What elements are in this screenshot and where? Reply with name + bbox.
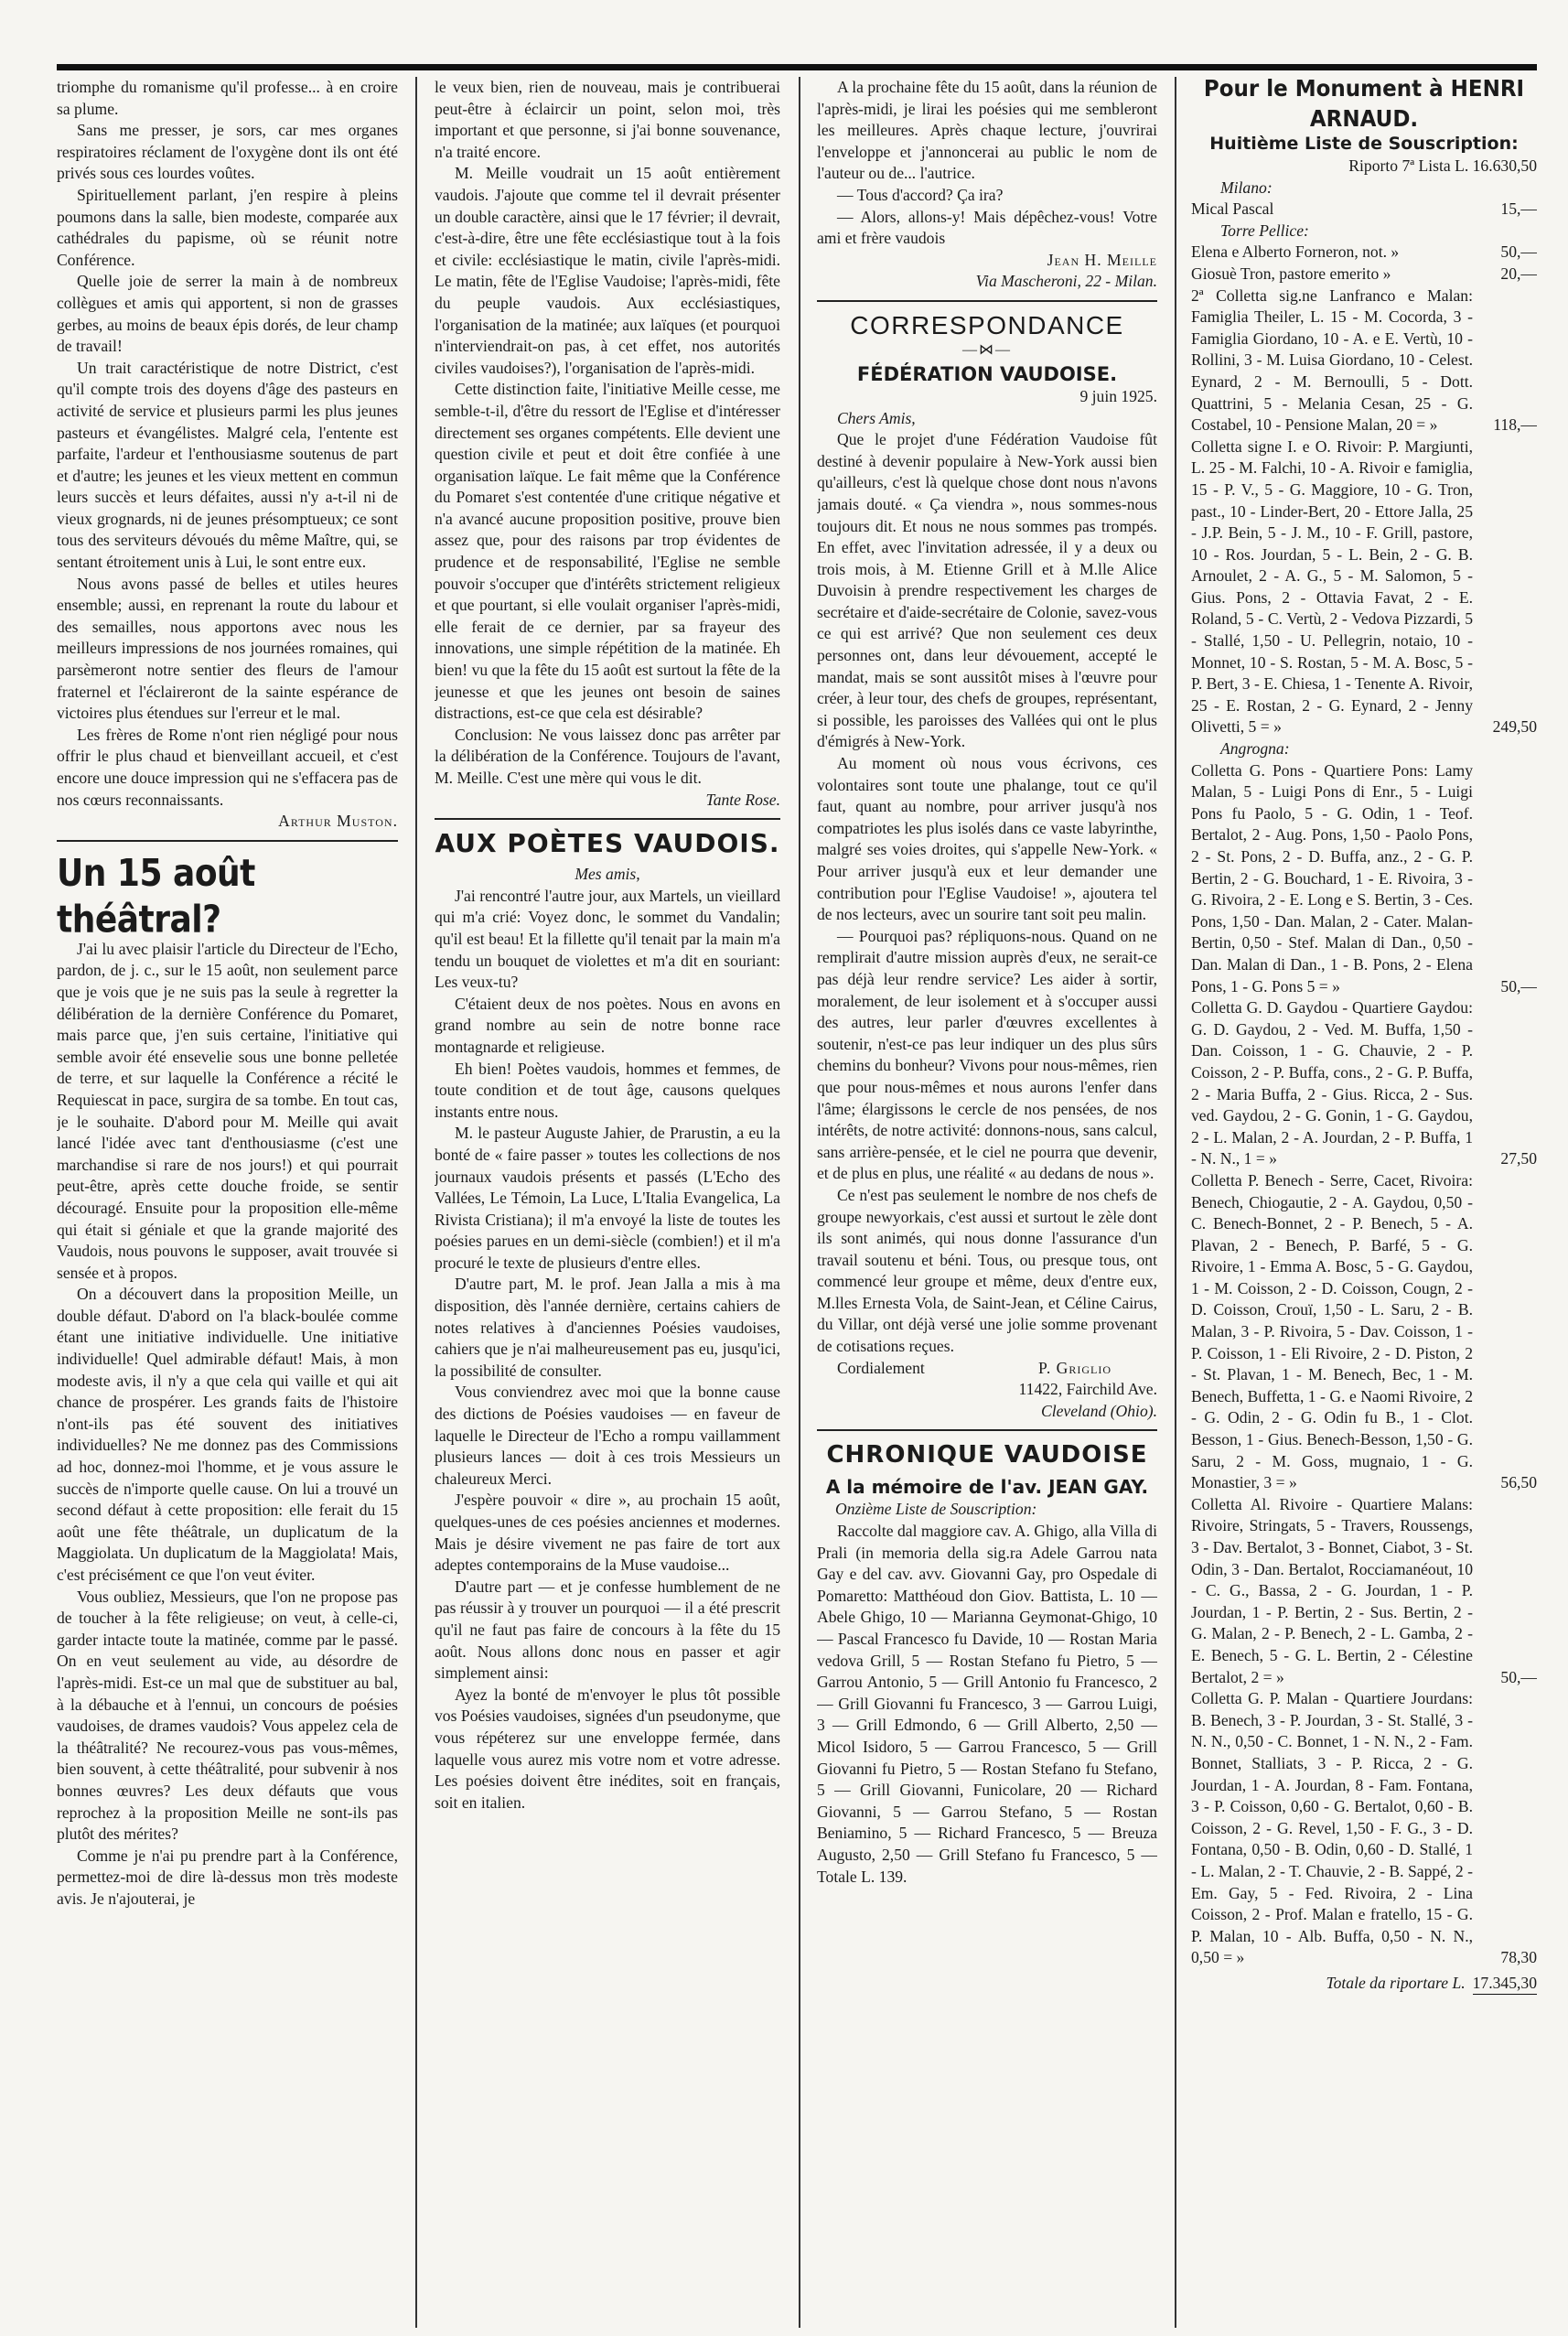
paragraph: Conclusion: Ne vous laissez donc pas arrêter par la délibération de la Conférence. Toujours de l'avant, M. Meille. C'est une mère qui vous le dit. [435,725,780,787]
entry-amount: 249,50 [1492,717,1537,737]
divider [817,300,1157,302]
paragraph: A la prochaine fête du 15 août, dans la réunion de l'après-midi, je lirai les poésies qui me sembleront les meilleures. Après chaque lecture, j'ouvrirai l'enveloppe et j'annoncerai au public le nom de l'auteur ou de... l'autrice. [817,78,1157,183]
entry-amount: 15,— [1500,199,1537,219]
entry-text: 2ª Colletta sig.ne Lanfranco e Malan: Famiglia Theiler, L. 15 - M. Cocorda, 3 - Famiglia Giordano, 10 - A. e E. Vertù, 10 - Rollini, 3 - M. Luisa Giordano, 10 - Celest. Eynard, 2 - M. Bernoulli, 5 - Dott. Quattrini, 5 - Melania Cesan, 25 - G. Costabel, 10 - Pensione Malan, 20 = » [1191,285,1473,435]
entry-text: Colletta G. P. Malan - Quartiere Jourdans: B. Benech, 3 - P. Jourdan, 3 - St. Stallé, 3 - N. N., 0,50 - C. Bonnet, 1 - N. N., 2 - Fam. Bonnet, Stalliats, 3 - P. Ricca, 2 - G. Jourdan, 1 - A. Jourdan, 8 - Fam. Fontana, 3 - P. Coisson, 0,60 - G. Bertalot, 0,60 - B. Coisson, 2 - G. Revel, 1,50 - F. G., 3 - D. Fontana, 0,50 - B. Odin, 0,60 - D. Stallé, 1 - L. Malan, 2 - T. Chauvie, 2 - B. Sappé, 2 - Em. Gay, 5 - Fed. Rivoira, 2 - Lina Coisson, 2 - Prof. Malan e fratello, 15 - G. P. Malan, 10 - Alb. Buffa, 0,50 - N. N., 0,50 = » [1191,1689,1473,1967]
paragraph: D'autre part, M. le prof. Jean Jalla a mis à ma disposition, dès l'année dernière, certains cahiers de notes relatives à d'anciennes Poésies vaudoises, cahiers que je n'ai malheureusement pas eu, jusqu'ici, la possibilité de consulter. [435,1275,780,1380]
author-signature: Tante Rose. [705,790,780,809]
divider [817,1429,1157,1431]
section-title: CHRONIQUE VAUDOISE [826,1441,1148,1469]
subscription-entry [1191,1494,1537,1688]
paragraph: Ayez la bonté de m'envoyer le plus tôt possible vos Poésies vaudoises, signées d'un pseudonyme, que vous répéterez sur une enveloppe fermée, dans laquelle vous aurez mis votre nom et votre adresse. Les poésies doivent être inédites, soit en français, soit en italien. [435,1685,780,1812]
paragraph: Spirituellement parlant, j'en respire à pleins poumons dans la salle, bien modeste, comparée aux cathédrales du papisme, où se réunit notre Conférence. [57,185,398,269]
author-city: Cleveland (Ohio). [1040,1401,1157,1420]
entry-amount: 50,— [1500,242,1537,262]
entry-text: Colletta Al. Rivoire - Quartiere Malans: Rivoire, Stringats, 5 - Travers, Roussengs, 3 - Dav. Bertalot, 3 - Bonnet, Ciabot, 3 - St. Odin, 3 - Dan. Bertalot, Rocciamanéout, 10 - C. G., Bassa, 2 - G. Jourdan, 1 - P. Jourdan, 1 - P. Bertin, 2 - Sus. Bertin, 2 - G. Malan, 2 - P. Benech, 2 - L. Gamba, 2 - E. Benech, 5 - G. L. Bertin, 2 - Célestine Bertalot, 2 = » [1191,1494,1473,1686]
paragraph: J'ai rencontré l'autre jour, aux Martels, un vieillard qui m'a crié: Voyez donc, le sommet du Vandalin; qu'il est beau! Et la fillette qu'il tenait par la main m'a tendu un bouquet de violettes et m'a dit en souriant: Les veux-tu? [435,886,780,992]
entry-text: Colletta G. D. Gaydou - Quartiere Gaydou: G. D. Gaydou, 2 - Ved. M. Buffa, 1,50 - Dan. Coisson, 1 - G. Chauvie, 2 - P. Coisson, 2 - P. Buffa, cons., 2 - G. P. Buffa, 2 - Maria Buffa, 2 - Gius. Ricca, 2 - Sus. ved. Gaydou, 2 - G. Gonin, 1 - G. Gaydou, 2 - L. Malan, 2 - A. Jourdan, 2 - P. Buffa, 1 - N. N., 1 = » [1191,998,1473,1168]
paragraph: Nous avons passé de belles et utiles heures ensemble; aussi, en reprenant la route du labour et des semailles, nous apportons avec nous les meilleurs impressions de nos journées romaines, qui parsèmeront notre sentier des fleurs de l'amour fraternel et l'éclaireront de la sainte espérance de victoires plus étendues sur l'erreur et le mal. [57,574,398,723]
subscription-entry [1191,436,1537,738]
entry-text: Mical Pascal [1191,199,1274,219]
top-rule [57,64,1537,70]
column-2 [435,77,780,2328]
article-title: A la mémoire de l'av. JEAN GAY. [825,1476,1149,1499]
entry-text: Giosuè Tron, pastore emerito » [1191,264,1391,283]
paragraph: Vous oubliez, Messieurs, que l'on ne propose pas de toucher à la fête religieuse; on veut, à celle-ci, garder intacte toute la matinée, comme par le passé. On en veut seulement au vide, au désordre de l'après-midi. Est-ce un mal que de substituer au bal, à la débauche et à l'ennui, un concours de poésies vaudoises, de drames vaudois? Vous appelez cela de la théâtralité? Ne recourez-vous pas vous-mêmes, bien souvent, à cette théâtralité, pour subvenir à nos bonnes œuvres? Les deux défauts que vous reprochez à la proposition Meille ne sont-ils pas plutôt des mérites? [57,1587,398,1844]
author-address: Via Mascheroni, 22 - Milan. [975,272,1157,291]
author-signature: P. Griglio [1038,1358,1112,1377]
total-line: Totale da riportare L. 17.345,30 [1191,1973,1537,1996]
paragraph: triomphe du romanisme qu'il professe... à en croire sa plume. [57,78,398,118]
article-date: 9 juin 1925. [1079,386,1157,405]
paragraph: Cette distinction faite, l'initiative Meille cesse, me semble-t-il, d'être du ressort de l'Eglise et d'intéresser directement ses organes compétents. Elle devient une question civile et peut et doit être confiée à une organisation laïque. Le fait même que la Conférence du Pomaret s'est contentée d'une critique négative et n'a avancé aucune proposition positive, prouve bien assez que, pour des raisons par trop évidentes de prudence et de responsabilité, l'Eglise ne semble pouvoir s'occuper que d'intérêts strictement religieux et que pourtant, si elle voulait organiser l'après-midi, elle ferait de ce dernier, par sa frayeur des innovations, une simple répétition de la matinée. Eh bien! vu que la fête du 15 août est surtout la fête de la jeunesse et que les jeunes ont besoin de saines distractions, est-ce que cela est désirable? [435,380,780,723]
subtitle: Onzième Liste de Souscription: [835,1500,1037,1519]
subscription-entry [1191,199,1537,221]
paragraph: M. le pasteur Auguste Jahier, de Prarustin, a eu la bonté de « faire passer » toutes les collections de nos journaux vaudois présents et passés (L'Echo des Vallées, Le Témoin, La Luce, L'Italia Evangelica, La Rivista Cristiana); il m'a envoyé la liste de toutes les poésies parues en un demi-siècle (combien!) et il m'a procuré le texte de plusieurs d'entre elles. [435,1124,780,1272]
entry-text: Colletta signe I. e O. Rivoir: P. Margiunti, L. 25 - M. Falchi, 10 - A. Rivoir e famiglia, 15 - P. V., 5 - G. Maggiore, 10 - G. Tron, past., 10 - Linder-Bert, 20 - Ettore Jalla, 25 - J.P. Bein, 5 - J. M., 10 - F. Grill, pastore, 10 - Ros. Jourdan, 5 - L. Bein, 2 - G. B. Arnoulet, 2 - A. G., 5 - M. Salomon, 5 - Gius. Pons, 2 - Ottavia Favat, 2 - E. Roland, 5 - C. Vertù, 2 - Vedova Pizzardi, 5 - Stallé, 1,50 - U. Pellegrin, notaio, 10 - Monnet, 10 - S. Rostan, 5 - M. A. Bosc, 5 - P. Bert, 3 - E. Chiesa, 1 - Tenente A. Rivoir, 25 - E. Rostan, 2 - G. Eynard, 2 - Jenny Olivetti, 5 = » [1191,436,1473,737]
entry-text: Elena e Alberto Forneron, not. » [1191,242,1400,262]
column-1 [57,77,398,2328]
salutation: Mes amis, [575,865,640,884]
paragraph: On a découvert dans la proposition Meille, un double défaut. D'abord on l'a black-boulée comme étant une initiative individuelle. Une initiative individuelle! Quel admirable défaut! Mais, à mon modeste avis, il n'y a que cela qui vaille et qui ait chance de prospérer. Les grands faits de l'histoire n'ont-ils pas été souvent des initiatives individuelles? Ne me donnez pas des Commissions ad hoc, donnez-moi l'homme, et je vous assure le succès de n'importe quelle cause. On lui a trouvé un second défaut à cette proposition: elle ferait du 15 août une fête théâtrale, un duplicatum de la Maggiolata. Un duplicatum de la Maggiolata! Mais, c'est précisément ce que l'on veut éviter. [57,1285,398,1584]
author-signature: Jean H. Meille [1047,250,1157,269]
subscription-entry [1191,1688,1537,1969]
paragraph: Que le projet d'une Fédération Vaudoise fût destiné à devenir populaire à New-York aussi bien qu'ailleurs, c'est là quelque chose dont nous n'avons jamais douté. « Ça viendra », nous sommes-nous toujours dit. Et nous ne nous sommes pas trompés. En effet, avec l'invitation adressée, il y a deux ou trois mois, à M. Etienne Grill et à M.lle Alice Duvoisin à prendre respectivement les charges de secrétaire et d'aide-secrétaire de Colonie, savez-vous ce qui est arrivé? Que non seulement ces deux personnes ont, dans leur dévouement, accepté le mandat, mais se sont aussitôt mises à l'œuvre pour créer, à leur tour, des chefs de groupes, représentant, si possible, les paroisses des Vallées qui ont le plus d'émigrés à New-York. [817,430,1157,751]
paragraph: D'autre part — et je confesse humblement de ne pas réussir à y trouver un pourquoi — il a été prescrit qu'il ne faut pas faire de concours à la fête du 15 août. Nous allons donc nous en passer et agir simplement ainsi: [435,1577,780,1683]
divider [57,840,398,842]
paragraph: — Tous d'accord? Ça ira? [837,185,1004,204]
entry-amount: 78,30 [1500,1948,1537,1967]
paragraph: Un trait caractéristique de notre District, c'est qu'il compte trois des doyens d'âge des pasteurs en activité de service et plusieurs parmi les plus jeunes pasteurs et évangélistes. Malgré cela, l'entente est parfaite, l'ardeur et l'enthousiasme soutenus de part et d'autre; les jeunes et les vieux mettent en commun leurs succès et leurs défaites, aussi n'y a-t-il ni de vieux grognards, ni de jeunes présomptueux; ce sont tous des serviteurs dévoués du même Maître, qui, se sentant étroitement unis à Lui, le sont entre eux. [57,358,398,572]
place-heading: Torre Pellice: [1220,221,1309,240]
subscription-entry [1191,285,1537,436]
salutation: Chers Amis, [837,408,916,427]
paragraph: Comme je n'ai pu prendre part à la Conférence, permettez-moi de dire là-dessus mon très modeste avis. Je n'ajouterai, je [57,1846,398,1908]
column-divider [799,77,800,2328]
entry-text: Colletta P. Benech - Serre, Cacet, Rivoira: Benech, Chiogautie, 2 - A. Gaydou, 0,50 - C. Benech-Bonnet, 2 - P. Benech, 5 - A. Plavan, 2 - Benech, P. Barfé, 5 - G. Rivoire, 1 - Emma A. Bosc, 5 - G. Gaydou, 1 - M. Coisson, 2 - D. Coisson, Cougn, 2 - D. Coisson, Crouï, 1,50 - L. Saru, 2 - B. Malan, 3 - P. Rivoira, 5 - Dav. Coisson, 1 - P. Coisson, 1 - Eli Rivoire, 2 - D. Piston, 2 - St. Plavan, 1 - M. Benech, Bec, 1 - M. Benech, Buffetta, 1 - G. e Naomi Rivoire, 2 - G. Odin, 2 - G. Odin fu B., 1 - Clot. Besson, 1 - Gius. Benech-Besson, 1,50 - G. Saru, 2 - M. Goss, mugnaio, 1 - G. Monastier, 3 = » [1191,1170,1473,1492]
entry-amount: 56,50 [1500,1473,1537,1492]
paragraph: le veux bien, rien de nouveau, mais je contribuerai peut-être à éclaircir un point, selon moi, très important et que personne, si j'ai bonne souvenance, n'a traité encore. [435,78,780,161]
signature-line: Cordialement P. Griglio [817,1358,1157,1380]
author-signature: Arthur Muston. [278,812,398,831]
place-heading: Angrogna: [1220,739,1290,759]
entry-amount: 20,— [1500,264,1537,283]
paragraph: — Alors, allons-y! Mais dépêchez-vous! Votre ami et frère vaudois [817,207,1157,248]
paragraph: Au moment où nous vous écrivons, ces volontaires sont toute une phalange, tout ce qu'il faut, quant au nombre, pour arriver jusqu'à nos compatriotes les plus isolés dans ce vaste labyrinthe, malgré ses voies droites, qui s'appelle New-York. « Pour arriver jusqu'à eux et leur demander une contribution pour l'Eglise Vaudoise! », ajoutera tel de nos lecteurs, avec un sourire tant soit peu malin. [817,754,1157,924]
entry-amount: 118,— [1493,415,1537,435]
total-value: 17.345,30 [1473,1973,1537,1996]
place-heading: Milano: [1220,178,1273,197]
subscription-entry [1191,760,1537,998]
paragraph: J'ai lu avec plaisir l'article du Directeur de l'Echo, pardon, de j. c., sur le 15 août, non seulement parce que je vois que je ne suis pas la seule à regretter la délibération de la dernière Conférence du Pomaret, mais parce que, j'en suis certaine, l'initiative qui semble avoir été ensevelie sous une bonne pelletée de terre, et sur laquelle la Conférence a récité le Requiescat in pace, surgira de sa tombe. En tout cas, je le souhaite. D'abord pour M. Meille qui avait lancé l'idée avec tant d'enthousiasme (c'est une marchandise si rare de nos jours!) et qui pourrait peut-être, après cette douche froide, se sentir découragé. Ensuite pour la proposition elle-même qui était si géniale et que la grande majorité des Vaudois, nous pouvons le supposer, avait trouvée si sensée et à propos. [57,939,398,1282]
divider [435,818,780,820]
riporto-line: Riporto 7ª Lista L. 16.630,50 [1348,156,1537,175]
subscription-list [1191,178,1537,1969]
paragraph: Sans me presser, je sors, car mes organes respiratoires réclament de l'oxygène dont ils ont été privés sous ces lourdes voûtes. [57,121,398,183]
paragraph: Vous conviendrez avec moi que la bonne cause des dictions de Poésies vaudoises — en faveur de laquelle le Directeur de l'Echo a rompu vaillamment plusieurs lances — doit à ces trois Messieurs un chaleureux Merci. [435,1383,780,1488]
entry-amount: 50,— [1500,1667,1537,1686]
author-address: 11422, Fairchild Ave. [1018,1380,1157,1399]
paragraph: — Pourquoi pas? répliquons-nous. Quand on ne remplirait d'autre mission auprès d'eux, ne serait-ce pas déjà leur rendre service? Les aider à sortir, moralement, de leur isolement et à s'occuper aussi des autres, leur parler d'œuvres excellentes à soutenir, n'est-ce pas leur indiquer un des plus sûrs chemins du bonheur? Vivons pour nous-mêmes, rien que pour nous-mêmes et nous aurons l'enfer dans l'âme; élargissons le cercle de nos pensées, de nos intérêts, de notre activité: donnons-nous, sans calcul, sans arrière-pensée, et le ciel ne pourra que devenir, et de plus en plus, une réalité « au dedans de nous ». [817,926,1157,1183]
entry-text: Colletta G. Pons - Quartiere Pons: Lamy Malan, 5 - Luigi Pons di Enr., 5 - Luigi Pons fu Paolo, 5 - G. Odin, 1 - Teof. Bertalot, 2 - Aug. Pons, 1,50 - Paolo Pons, 2 - St. Pons, 2 - D. Buffa, anz., 2 - G. P. Bertin, 2 - G. Bouchard, 1 - E. Rivoira, 3 - G. Rivoira, 2 - E. Long e S. Bertin, 3 - Ces. Pons, 1,50 - Dan. Malan, 2 - Cater. Malan-Bertin, 0,50 - Stef. Malan di Dan., 0,50 - Dan. Malan di Dan., 1 - B. Pons, 2 - Elena Pons, 1 - G. Pons 5 = » [1191,760,1473,996]
section-title: CORRESPONDANCE [850,310,1124,339]
paragraph: C'étaient deux de nos poètes. Nous en avons en grand nombre au sein de notre bonne race montagnarde et religieuse. [435,994,780,1056]
entry-amount: 50,— [1500,976,1537,996]
flourish-ornament: —⋈— [962,341,1012,358]
entry-amount: 27,50 [1500,1149,1537,1168]
paragraph: J'espère pouvoir « dire », au prochain 15 août, quelques-unes de ces poésies anciennes et modernes. Mais je désire vivement ne pas faire de tort aux adeptes contemporains de la Muse vaudoise... [435,1491,780,1575]
paragraph: Ce n'est pas seulement le nombre de nos chefs de groupe newyorkais, c'est aussi et surtout le zèle dont ils sont animés, qui nous donne l'assurance d'un travail soutenu et béni. Tous, ou presque tous, ont commencé leur groupe et même, deux d'entre eux, M.lles Ernesta Vola, de Saint-Jean, et Céline Cairus, du Villar, ont déjà versé une jolie somme provenant de cotisations reçues. [817,1185,1157,1356]
article-title: FÉDÉRATION VAUDOISE. [856,362,1118,385]
subscription-entry [1191,997,1537,1170]
paragraph: Les frères de Rome n'ont rien négligé pour nous offrir le plus chaud et bienveillant accueil, et c'est encore une douce impression qui ne s'effacera pas de nos cœurs reconnaissants. [57,725,398,809]
column-4 [1191,77,1537,2328]
list-title: Huitième Liste de Souscription: [1209,134,1519,154]
subscription-entry [1191,1170,1537,1494]
paragraph: Quelle joie de serrer la main à de nombreux collègues et amis qui apportent, si non de grasses gerbes, au moins de beaux épis dorés, de leur champ de travail! [57,272,398,356]
column-divider [415,77,417,2328]
column-3 [817,77,1157,2328]
article-title: AUX POÈTES VAUDOIS. [435,828,780,859]
paragraph: Raccolte dal maggiore cav. A. Ghigo, alla Villa di Prali (in memoria della sig.ra Adele Garrou nata Gay e del cav. avv. Giovanni Gay, pro Ospedale di Pomaretto: Matthéoud don Giov. Battista, L. 10 — Abele Ghigo, 10 — Marianna Geymonat-Ghigo, 10 — Pascal Francesco fu Davide, 10 — Rostan Maria vedova Grill, 5 — Rostan Stefano fu Pietro, 5 — Garrou Antonio, 5 — Grill Antonio fu Francesco, 2 — Grill Giovanni fu Francesco, 3 — Garrou Luigi, 3 — Grill Edmondo, 6 — Grill Alberto, 2,50 — Micol Isidoro, 5 — Garrou Francesco, 5 — Grill Giovanni fu Pietro, 5 — Rostan Stefano fu Stefano, 5 — Grill Giovanni, Funicolare, 20 — Richard Giovanni, 5 — Garrou Stefano, 5 — Rostan Beniamino, 5 — Richard Francesco, 5 — Breuza Augusto, 2,50 — Grill Stefano fu Francesco, 5 — Totale L. 139. [817,1522,1157,1886]
section-title: Pour le Monument à HENRI ARNAUD. [1203,77,1525,133]
article-title: Un 15 août théâtral? [57,851,255,942]
subscription-entry [1191,242,1537,264]
subscription-entry [1191,264,1537,285]
signature-line [57,811,398,833]
column-divider [1175,77,1176,2328]
paragraph: Eh bien! Poètes vaudois, hommes et femmes, de toute condition et de tout âge, causons quelques instants entre nous. [435,1059,780,1121]
paragraph: M. Meille voudrait un 15 août entièrement vaudois. J'ajoute que comme tel il devrait présenter un double caractère, ainsi que le 17 février; il devrait, c'est-à-dire, être une fête ecclésiastique tout à la fois et civile: ecclésiastique le matin, civile l'après-midi. Le matin, fête de l'Eglise Vaudoise; l'après-midi, fête du peuple vaudois. Aux ecclésiastiques, l'organisation de la matinée; aux laïques (et pourquoi n'interviendrait-on pas, à cet effet, nos autorités civiles vaudoises?), l'organisation de l'après-midi. [435,164,780,377]
